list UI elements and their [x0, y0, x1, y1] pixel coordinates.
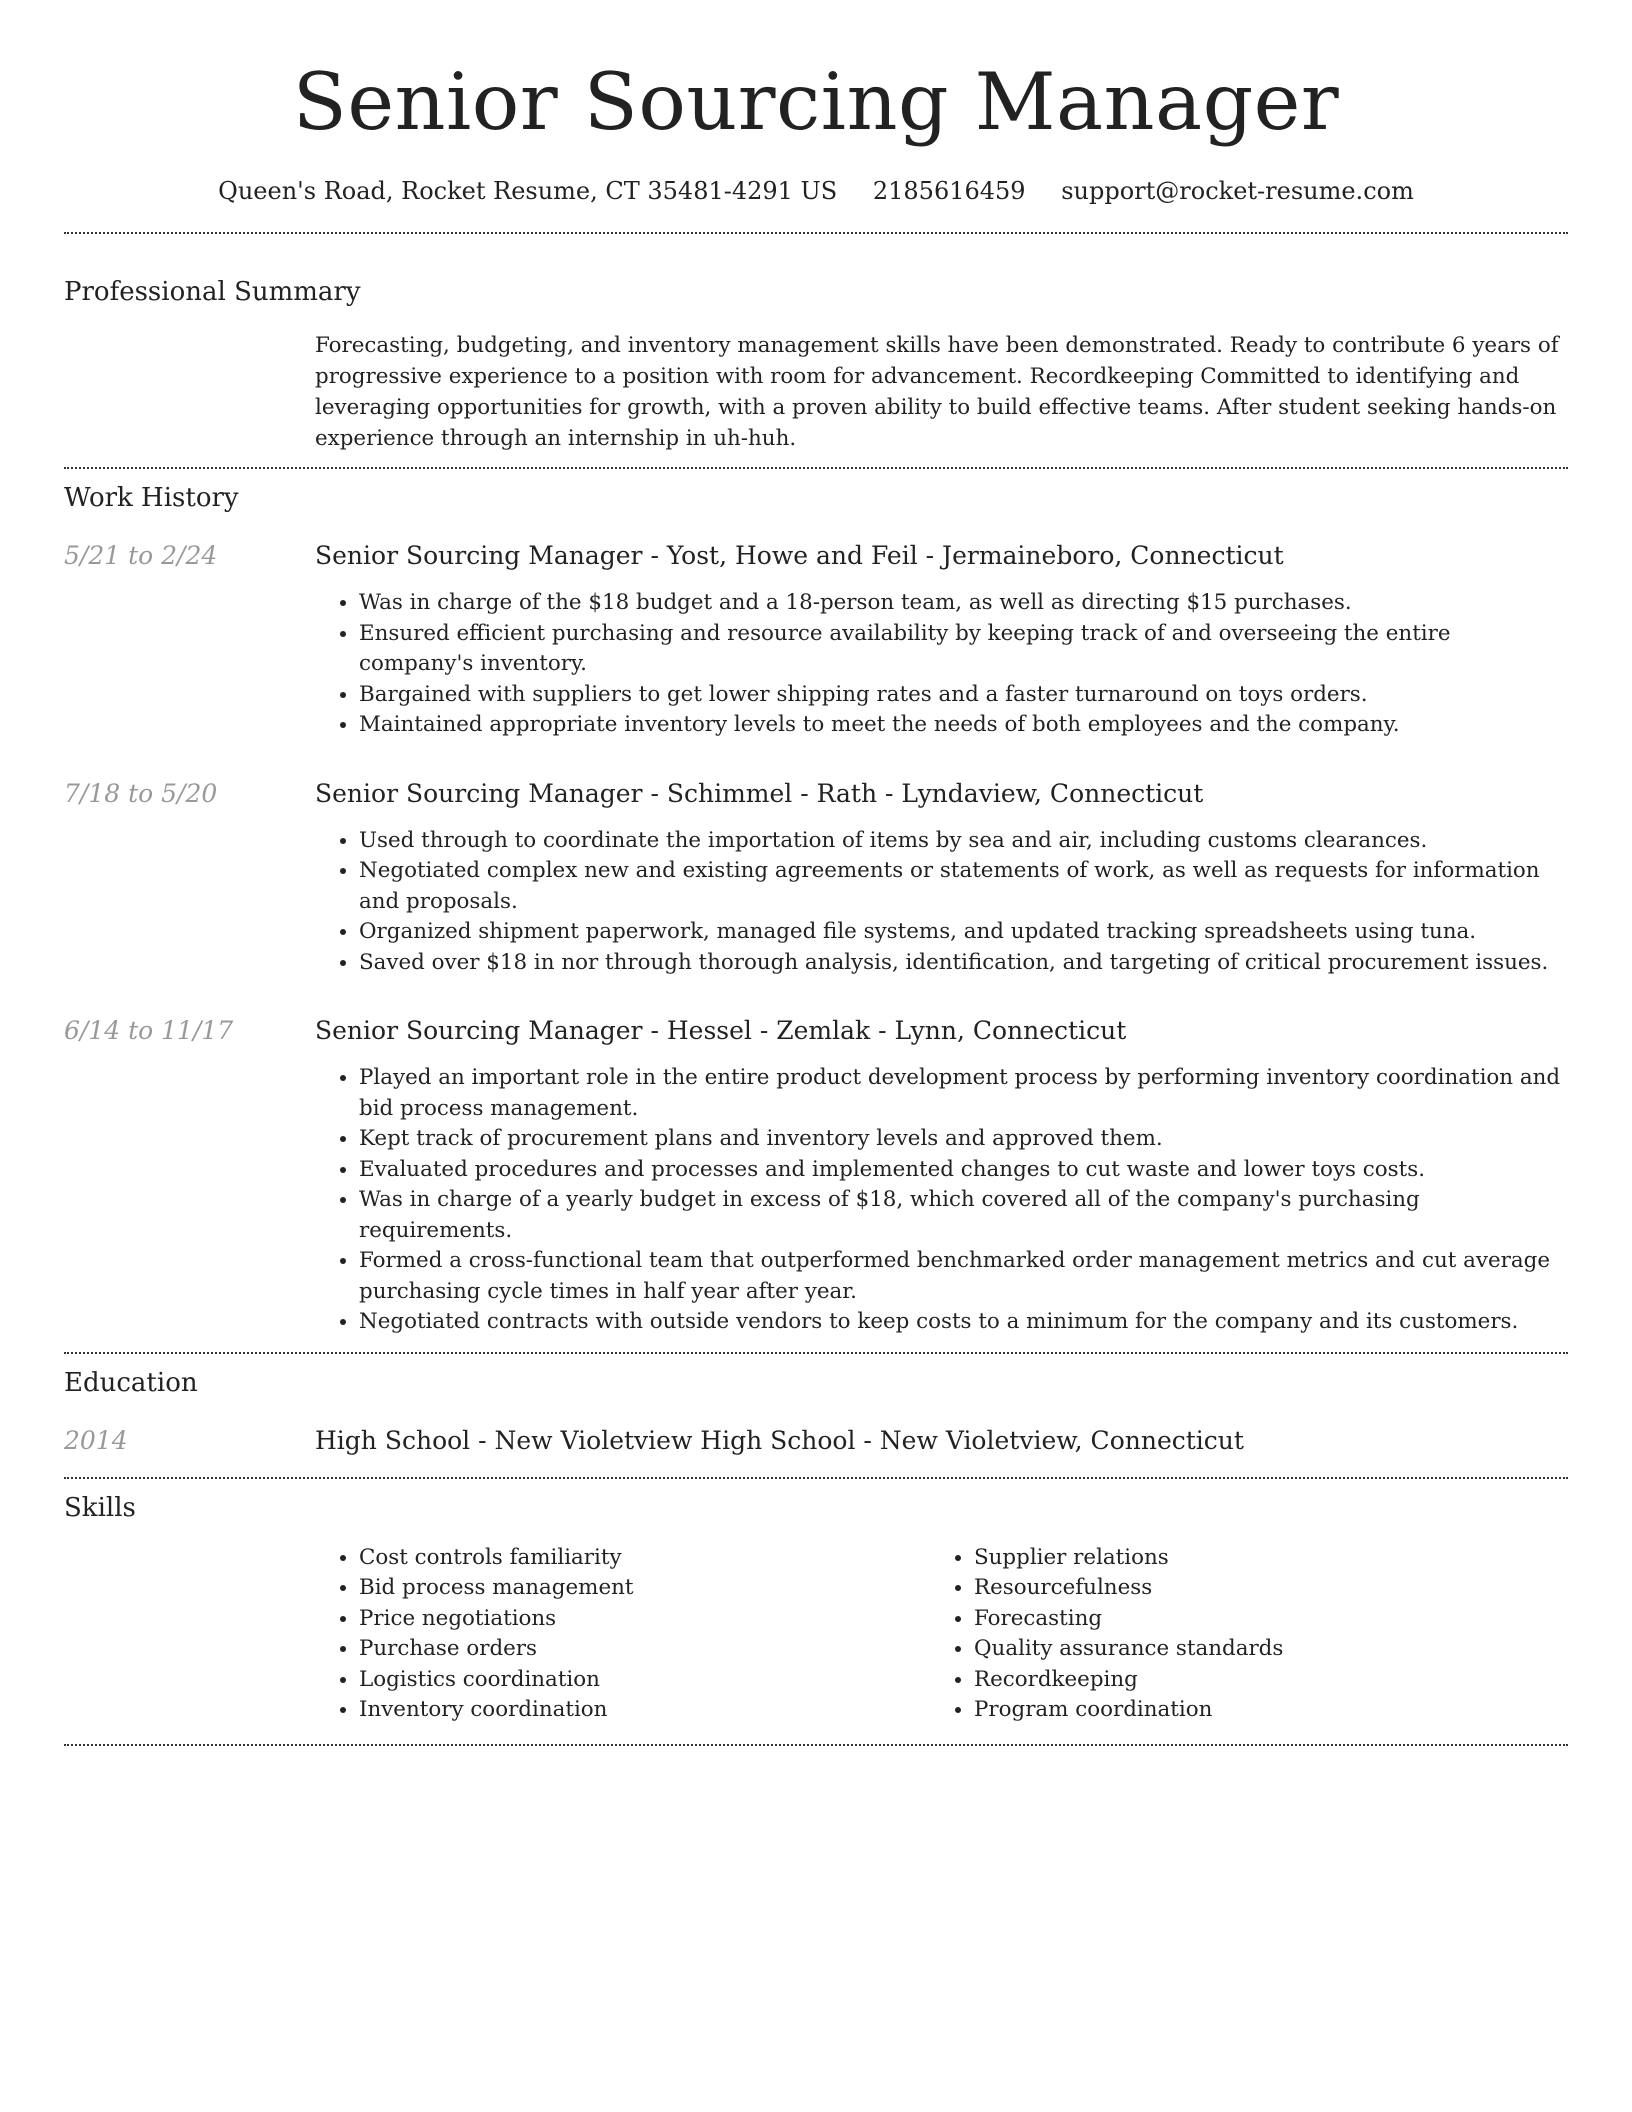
skills-columns [315, 1543, 1568, 1726]
list-item: • Bid process management [359, 1573, 930, 1604]
divider [64, 467, 1568, 469]
job-bullets [315, 588, 1568, 741]
list-item: • Forecasting [974, 1604, 1545, 1635]
education-section [64, 1365, 1568, 1459]
contact-email: support@rocket-resume.com [1061, 177, 1414, 205]
list-item: • Supplier relations [974, 1543, 1545, 1574]
list-item: • Formed a cross-functional team that outperformed benchmarked order management metrics and cut average purchasing cycle times in half year after year. [359, 1246, 1568, 1307]
list-item: • Saved over $18 in nor through thorough analysis, identification, and targeting of critical procurement issues. [359, 948, 1568, 979]
divider [64, 1352, 1568, 1354]
job-title: Senior Sourcing Manager - Hessel - Zemlak - Lynn, Connecticut [315, 1016, 1127, 1045]
resume-page [64, 0, 1568, 1746]
work-history-section [64, 480, 1568, 1338]
list-item: • Evaluated procedures and processes and implemented changes to cut waste and lower toys costs. [359, 1155, 1568, 1186]
list-item: • Program coordination [974, 1695, 1545, 1726]
list-item: • Negotiated complex new and existing agreements or statements of work, as well as requests for information and proposals. [359, 856, 1568, 917]
section-title-summary: Professional Summary [64, 277, 361, 307]
list-item: • Cost controls familiarity [359, 1543, 930, 1574]
job-dates: 6/14 to 11/17 [64, 1016, 234, 1045]
contact-phone: 2185616459 [872, 177, 1026, 205]
list-item: • Kept track of procurement plans and inventory levels and approved them. [359, 1124, 1568, 1155]
job-title: Senior Sourcing Manager - Yost, Howe and Feil - Jermaineboro, Connecticut [315, 541, 1284, 570]
job-title: Senior Sourcing Manager - Schimmel - Rath - Lyndaview, Connecticut [315, 778, 1204, 808]
contact-address: Queen's Road, Rocket Resume, CT 35481-4291 US [218, 177, 838, 205]
list-item: • Inventory coordination [359, 1695, 930, 1726]
list-item: • Recordkeeping [974, 1665, 1545, 1696]
section-title-skills: Skills [64, 1492, 136, 1523]
list-item: • Quality assurance standards [974, 1634, 1545, 1665]
divider [64, 1477, 1568, 1479]
skills-list-left [315, 1543, 930, 1726]
list-item: • Logistics coordination [359, 1665, 930, 1696]
job-entry [64, 1013, 1568, 1338]
list-item: • Ensured efficient purchasing and resource availability by keeping track of and overseeing the entire company's inventory. [359, 619, 1568, 680]
list-item: • Negotiated contracts with outside vendors to keep costs to a minimum for the company and its customers. [359, 1307, 1568, 1338]
education-dates: 2014 [64, 1425, 128, 1455]
divider [64, 1744, 1568, 1746]
list-item: • Organized shipment paperwork, managed file systems, and updated tracking spreadsheets using tuna. [359, 917, 1568, 948]
section-title-education: Education [64, 1367, 198, 1398]
job-bullets [315, 826, 1568, 979]
list-item: • Price negotiations [359, 1604, 930, 1635]
list-item: • Used through to coordinate the importation of items by sea and air, including customs clearances. [359, 826, 1568, 857]
job-entry [64, 538, 1568, 741]
divider [64, 232, 1568, 234]
summary-section [64, 274, 1568, 454]
skills-section [64, 1490, 1568, 1726]
list-item: • Was in charge of a yearly budget in excess of $18, which covered all of the company's purchasing requirements. [359, 1185, 1568, 1246]
job-dates: 7/18 to 5/20 [64, 778, 218, 808]
list-item: • Resourcefulness [974, 1573, 1545, 1604]
candidate-name: Senior Sourcing Manager [292, 56, 1340, 148]
summary-text: Forecasting, budgeting, and inventory management skills have been demonstrated. Ready to contribute 6 years of progressive experience to a position with room for advancement. Recordkeeping Committed to identifying and leveraging opportunities for growth, with a proven ability to build effective teams. After student seeking hands-on experience through an internship in uh-huh. [315, 333, 1559, 451]
job-bullets [315, 1063, 1568, 1338]
job-dates: 5/21 to 2/24 [64, 541, 218, 570]
list-item: • Maintained appropriate inventory levels to meet the needs of both employees and the company. [359, 710, 1568, 741]
list-item: • Bargained with suppliers to get lower shipping rates and a faster turnaround on toys orders. [359, 680, 1568, 711]
list-item: • Played an important role in the entire product development process by performing inventory coordination and bid process management. [359, 1063, 1568, 1124]
job-entry [64, 776, 1568, 979]
list-item: • Purchase orders [359, 1634, 930, 1665]
list-item: • Was in charge of the $18 budget and a 18-person team, as well as directing $15 purchases. [359, 588, 1568, 619]
education-entry [64, 1423, 1568, 1459]
education-title: High School - New Violetview High School - New Violetview, Connecticut [315, 1425, 1244, 1455]
contact-line [64, 174, 1568, 208]
skills-list-right [930, 1543, 1545, 1726]
section-title-work-history: Work History [64, 483, 239, 513]
